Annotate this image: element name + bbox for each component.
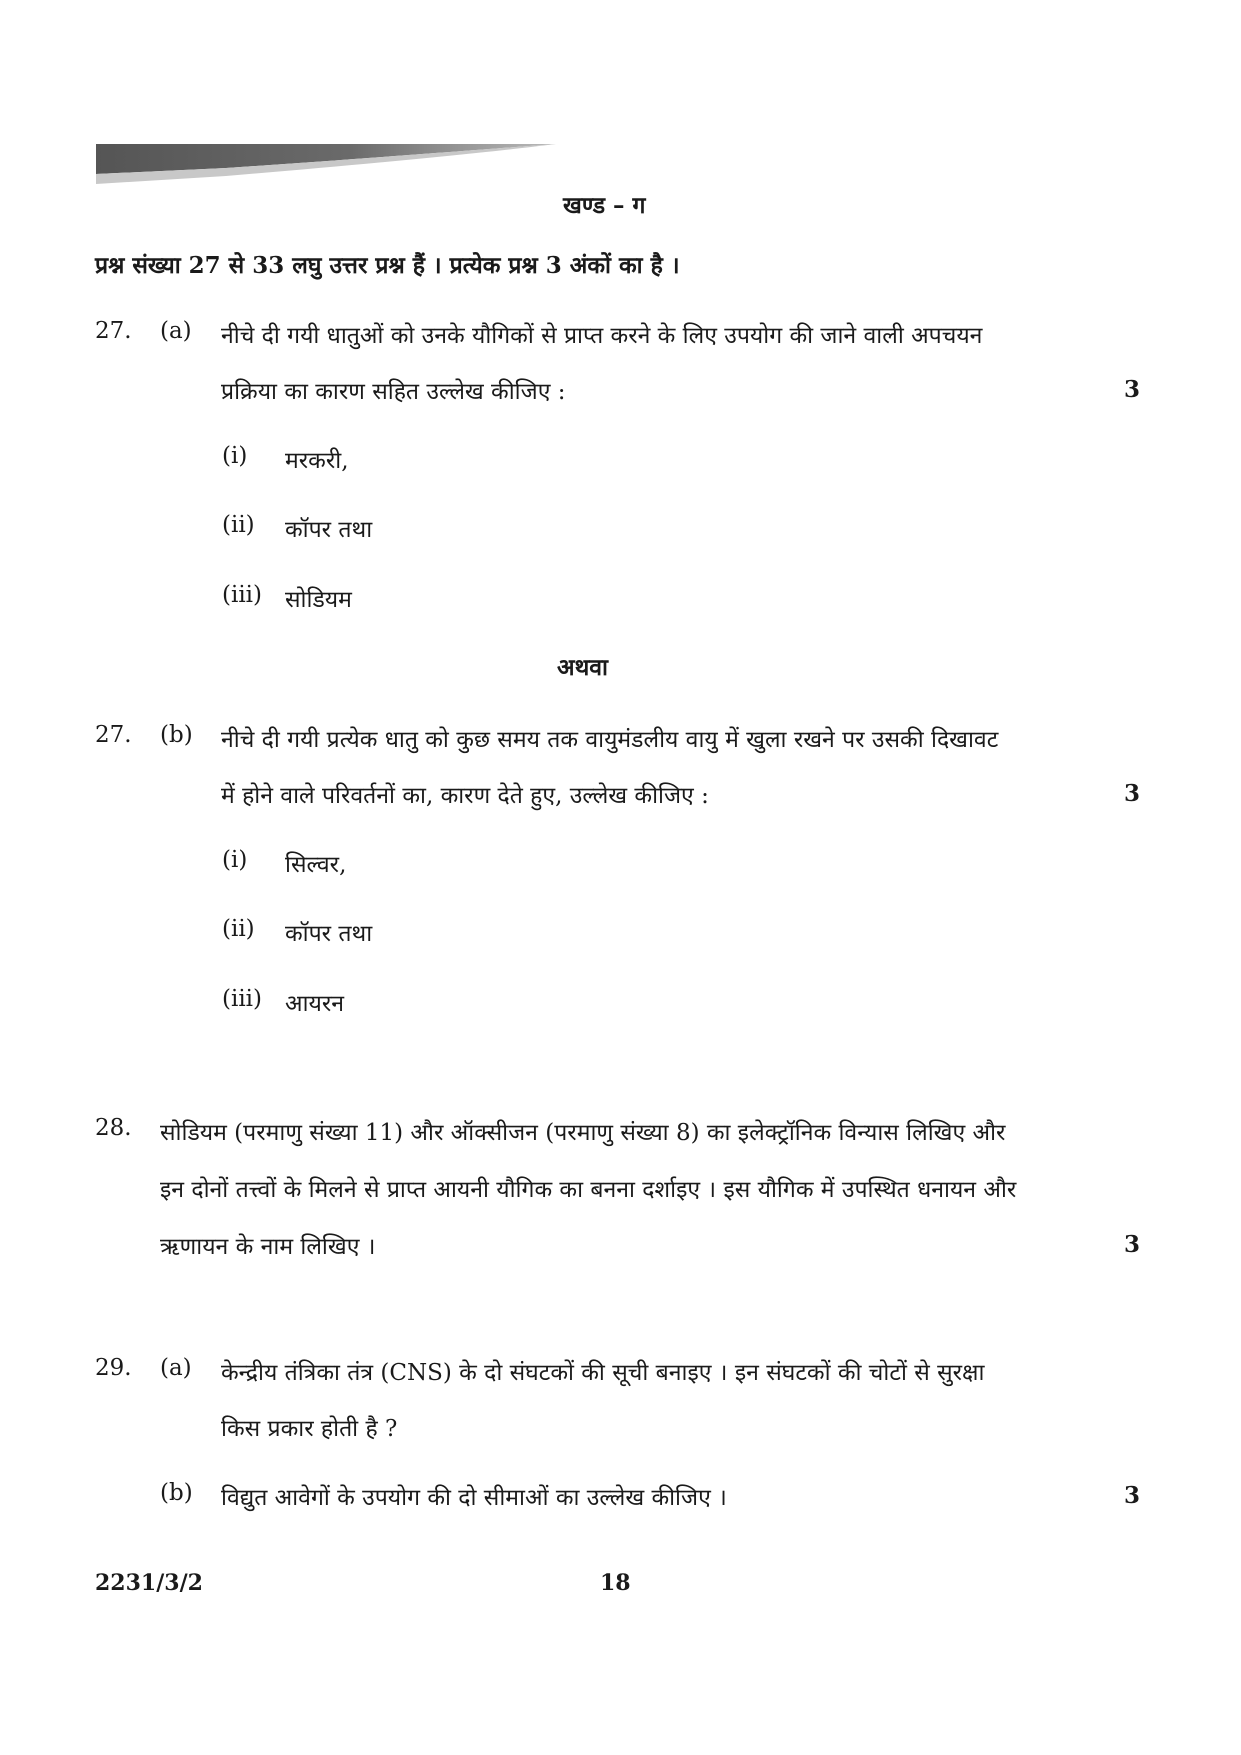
question-text-line: ऋणायन के नाम लिखिए । — [160, 1234, 376, 1260]
marks-label: 3 — [1123, 376, 1140, 403]
question-text-line: नीचे दी गयी प्रत्येक धातु को कुछ समय तक वायुमंडलीय वायु में खुला रखने पर उसकी दिखावट — [221, 727, 999, 753]
question-text-line: नीचे दी गयी धातुओं को उनके यौगिकों से प्राप्त करने के लिए उपयोग की जाने वाली अपचयन — [221, 323, 983, 349]
marks-label: 3 — [1123, 1482, 1140, 1509]
question-text-line: केन्द्रीय तंत्रिका तंत्र (CNS) के दो संघटकों की सूची बनाइए । इन संघटकों की चोटों से सुरक्षा — [221, 1360, 985, 1386]
question-number: 27. — [95, 722, 132, 748]
question-text-line: विद्युत आवेगों के उपयोग की दो सीमाओं का उल्लेख कीजिए । — [221, 1485, 727, 1511]
question-text-line: में होने वाले परिवर्तनों का, कारण देते हुए, उल्लेख कीजिए : — [221, 783, 709, 809]
question-part-label: (b) — [160, 1480, 193, 1506]
list-item-label: (iii) — [222, 582, 263, 608]
marks-label: 3 — [1123, 780, 1140, 807]
list-item-label: (ii) — [222, 916, 255, 942]
question-text-line: प्रक्रिया का कारण सहित उल्लेख कीजिए : — [221, 379, 566, 405]
question-text-line: सोडियम (परमाणु संख्या 11) और ऑक्सीजन (परमाणु संख्या 8) का इलेक्ट्रॉनिक विन्यास लिखिए और — [160, 1120, 1006, 1146]
list-item-text: सोडियम — [285, 587, 352, 613]
section-instruction: प्रश्न संख्या 27 से 33 लघु उत्तर प्रश्न हैं । प्रत्येक प्रश्न 3 अंकों का है । — [95, 252, 680, 279]
or-separator: अथवा — [557, 654, 609, 681]
question-text-line: किस प्रकार होती है ? — [221, 1416, 398, 1442]
list-item-text: आयरन — [285, 991, 345, 1017]
page-number: 18 — [600, 1570, 631, 1596]
paper-code: 2231/3/2 — [95, 1570, 203, 1596]
question-number: 28. — [95, 1115, 132, 1141]
question-text-line: इन दोनों तत्त्वों के मिलने से प्राप्त आयनी यौगिक का बनना दर्शाइए । इस यौगिक में उपस्थित धनायन और — [160, 1177, 1017, 1203]
list-item-label: (i) — [222, 443, 248, 469]
question-part-label: (a) — [160, 318, 192, 344]
list-item-text: कॉपर तथा — [285, 517, 373, 543]
marks-label: 3 — [1123, 1231, 1140, 1258]
list-item-label: (ii) — [222, 512, 255, 538]
question-part-label: (a) — [160, 1355, 192, 1381]
list-item-label: (iii) — [222, 986, 263, 1012]
list-item-text: मरकरी, — [285, 448, 349, 474]
list-item-text: सिल्वर, — [285, 852, 347, 878]
question-number: 27. — [95, 318, 132, 344]
header-decorative-bar — [96, 144, 556, 184]
question-number: 29. — [95, 1355, 132, 1381]
list-item-label: (i) — [222, 847, 248, 873]
list-item-text: कॉपर तथा — [285, 921, 373, 947]
question-part-label: (b) — [160, 722, 193, 748]
section-heading: खण्ड – ग — [563, 192, 646, 219]
